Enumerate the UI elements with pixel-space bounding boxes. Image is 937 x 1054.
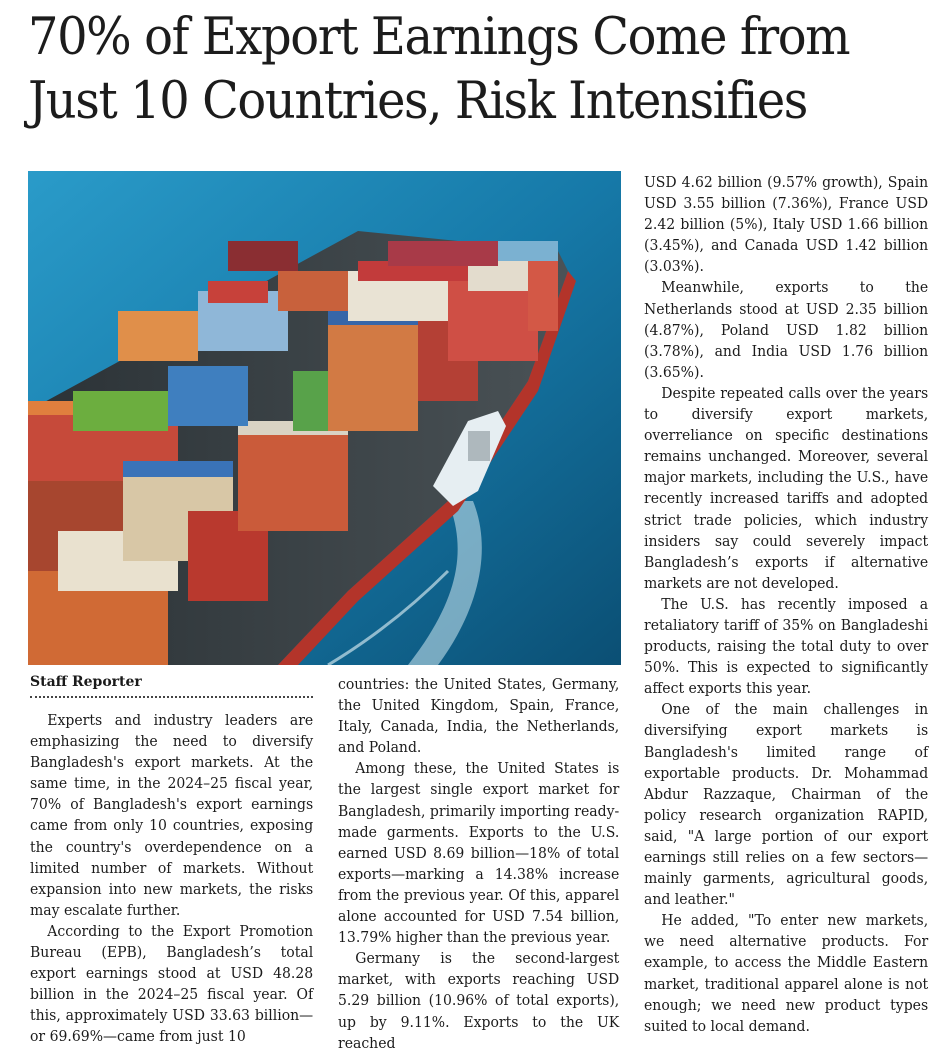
paragraph: Among these, the United States is the largest single export market for Bangladesh, primarily importing ready-made garments. Exports to the U.S. earned USD 8.69 billion—18% of total exports—marking a 14.38% increase from the previous year. Of this, apparel alone accounted for USD 7.54 billion, 13.79% higher than the previous year. xyxy=(338,760,620,947)
paragraph: Meanwhile, exports to the Netherlands stood at USD 2.35 billion (4.87%), Poland USD 1.82 billion (3.78%), and India USD 1.76 billion (3.65%). xyxy=(644,279,929,381)
dotted-divider xyxy=(30,696,313,698)
paragraph: countries: the United States, Germany, the United Kingdom, Spain, France, Italy, Canada, India, the Netherlands, and Poland. xyxy=(338,676,620,757)
paragraph: Despite repeated calls over the years to diversify export markets, overreliance on specific destinations remains unchanged. Moreover, several major markets, including the U.S., have recently increased tariffs and adopted strict trade policies, which industry insiders say could severely impact Bangladesh’s exports if alternative markets are not developed. xyxy=(644,384,929,592)
container-ship-image xyxy=(28,171,621,665)
column-3 xyxy=(644,172,928,1037)
column-1 xyxy=(30,710,313,1048)
byline: Staff Reporter xyxy=(30,674,142,690)
paragraph: USD 4.62 billion (9.57% growth), Spain USD 3.55 billion (7.36%), France USD 2.42 billion (5%), Italy USD 1.66 billion (3.45%), and Canada USD 1.42 billion (3.03%). xyxy=(644,174,929,276)
paragraph: The U.S. has recently imposed a retaliatory tariff of 35% on Bangladeshi products, raising the total duty to over 50%. This is expected to significantly affect exports this year. xyxy=(644,595,929,698)
paragraph: Experts and industry leaders are emphasizing the need to diversify Bangladesh's export markets. At the same time, in the 2024–25 fiscal year, 70% of Bangladesh's export earnings came from only 10 countries, exposing the country's overdependence on a limited number of markets. Without expansion into new markets, the risks may escalate further. xyxy=(30,712,314,919)
paragraph: He added, "To enter new markets, we need alternative products. For example, to access the Middle Eastern market, traditional apparel alone is not enough; we need new product types suited to local demand. xyxy=(644,912,929,1035)
container-ship-photo xyxy=(28,171,621,665)
paragraph: Germany is the second-largest market, with exports reaching USD 5.29 billion (10.96% of total exports), up by 9.11%. Exports to the UK reached xyxy=(338,950,620,1052)
paragraph: One of the main challenges in diversifying export markets is Bangladesh's limited range of exportable products. Dr. Mohammad Abdur Razzaque, Chairman of the policy research organization RAPID, said, "A large portion of our export earnings still relies on a few sectors—mainly garments, agricultural goods, and leather." xyxy=(644,701,929,909)
headline: 70% of Export Earnings Come from Just 10 Countries, Risk Intensifies xyxy=(28,8,850,131)
column-2 xyxy=(338,674,619,1054)
byline-block xyxy=(30,672,315,708)
paragraph: According to the Export Promotion Bureau (EPB), Bangladesh’s total export earnings stood at USD 48.28 billion in the 2024–25 fiscal year. Of this, approximately USD 33.63 billion—or 69.69%—came from just 10 xyxy=(30,922,314,1046)
